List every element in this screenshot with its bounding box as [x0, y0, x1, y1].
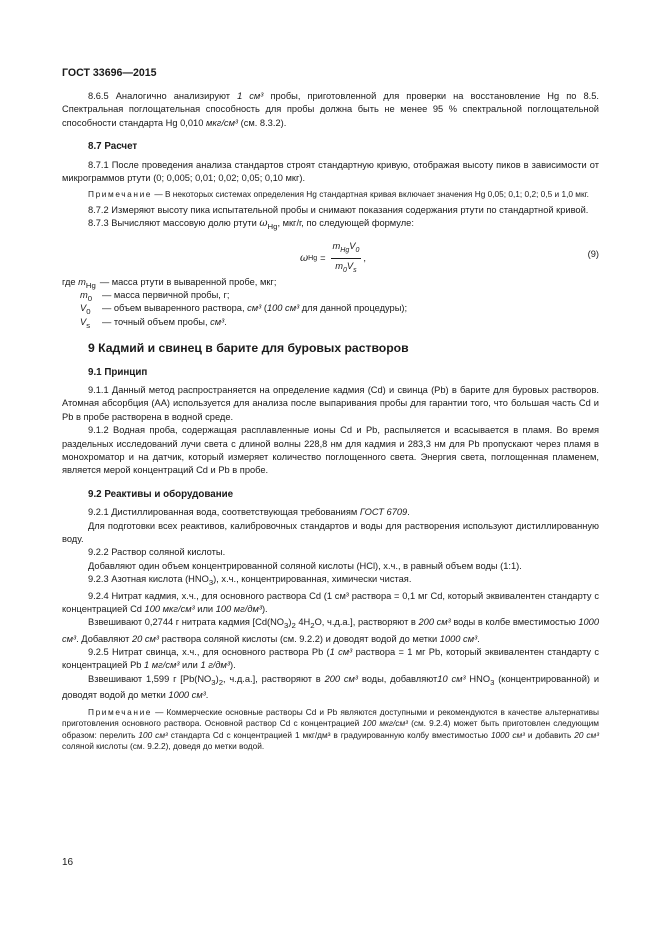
- formula-numerator: $m_{Hg}V_0$: [331, 240, 362, 259]
- note-label: Примечание: [88, 706, 153, 717]
- heading-9-2: 9.2 Реактивы и оборудование: [88, 488, 234, 500]
- definition-row: $m_0$ — масса первичной пробы, г;: [80, 290, 230, 303]
- paragraph-9-2-4: 9.2.4 Нитрат кадмия, х.ч., для основного раствора Cd (1 см³ раствора = 0,1 мг Cd, который эквивалентен стандарту с концентрацией Cd 100 мкг/см³ или 100 мг/дм³).: [62, 590, 599, 614]
- definition-row: где $m_{Hg}$ — масса ртути в вываренной пробе, мкг;: [62, 276, 277, 290]
- formula-body: ω Hg = $\frac{m_{Hg}V_0}{m_0V_s}$ ,: [300, 240, 366, 278]
- paragraph-8-7-3: 8.7.3 Вычисляют массовую долю ртути $\omega_{Hg}$, мкг/г, по следующей формуле:: [88, 218, 414, 232]
- paragraph-9-2-5-b: Взвешивают 1,599 г [$Pb(NO_3)_2$, ч.д.а.], растворяют в 200 см³ воды, добавляют10 см³ $HNO_3$ (концентрированной) и доводят водой до метки 1000 см³.: [62, 673, 600, 701]
- formula-definitions: [62, 276, 599, 330]
- paragraph-9-2-1-b: Для подготовки всех реактивов, калибровочных стандартов и воды для растворения используют дистиллированную воду.: [62, 520, 599, 545]
- paragraph-9-2-2: 9.2.2 Раствор соляной кислоты.: [88, 547, 226, 558]
- heading-section-9: 9 Кадмий и свинец в барите для буровых растворов: [88, 341, 409, 356]
- note-8-7-1: Примечание — В некоторых системах определения Hg стандартная кривая включает значения Hg 0,05; 0,1; 0,2; 0,5 и 1,0 мкг.: [88, 189, 589, 200]
- formula-fraction: [331, 240, 362, 278]
- paragraph-9-2-3: 9.2.3 Азотная кислота $(HNO_3)$, х.ч., концентрированная, химически чистая.: [88, 574, 412, 588]
- page-number: 16: [62, 857, 74, 868]
- heading-8-7: 8.7 Расчет: [88, 141, 138, 153]
- formula-number: (9): [587, 248, 599, 259]
- document-code-header: ГОСТ 33696—2015: [62, 67, 157, 79]
- heading-9-1: 9.1 Принцип: [88, 366, 148, 378]
- definition-row: $V_0$ — объем вываренного раствора, см³ (100 см³ для данной процедуры);: [80, 303, 408, 317]
- note-9-2-5: Примечание — Коммерческие основные растворы Cd и Pb являются доступными и рекомендуются в качестве альтернативы приготовления основного раствора. Основной раствор Cd с концентрацией 100 мкг/см³ (см. 9.2.4) может быть приготовлен следующим образом: перелить 100 см³ стандарта Cd с концентрацией 1 мкг/дм³ в градуированную колбу вместимостью 1000 см³ и добавить 20 см³ соляной кислоты (см. 9.2.2), доведя до метки водой.: [62, 706, 599, 751]
- paragraph-9-2-4-b: Взвешивают 0,2744 г нитрата кадмия [$Cd(NO_3)_2$ $4H_2O$, ч.д.а.], растворяют в 200 см³ воды в колбе вместимостью 1000 см³. Добавляют 20 см³ раствора соляной кислоты (см. 9.2.2) и доводят водой до метки 1000 см³.: [62, 617, 599, 644]
- paragraph-9-1-2: 9.1.2 Водная проба, содержащая расплавленные ионы Cd и Pb, распыляется и всасывается в пламя. Во время раздельных исследований лучи света с длиной волны 228,8 нм для кадмия и 283,3 нм для Pb пропускают через пламя в монохроматор и на датчик, который измеряет количество поглощенного света. Энергия света, поглощенная пламенем, является мерой концентраций Cd и Pb в пробе.: [62, 425, 599, 476]
- paragraph-8-7-2: 8.7.2 Измеряют высоту пика испытательной пробы и снимают показания содержания ртути по стандартной кривой.: [88, 204, 589, 215]
- formula-denominator: $m_0V_s$: [335, 260, 357, 274]
- paragraph-9-2-1: 9.2.1 Дистиллированная вода, соответствующая требованиям ГОСТ 6709.: [88, 507, 410, 518]
- note-label: Примечание: [88, 189, 153, 200]
- paragraph-8-7-1: 8.7.1 После проведения анализа стандартов строят стандартную кривую, отображая высоту пиков в зависимости от микрограммов ртути (0; 0,005; 0,01; 0,02; 0,05; 0,10 мкг).: [62, 159, 599, 184]
- formula-9: [62, 238, 599, 274]
- paragraph-9-2-2-b: Добавляют один объем концентрированной соляной кислоты (HCl), х.ч., в равный объем воды (1:1).: [88, 560, 522, 571]
- paragraph-9-1-1: 9.1.1 Данный метод распространяется на определение кадмия (Cd) и свинца (Pb) в барите для буровых растворов. Атомная абсорбция (АА) используется для анализа после выпаривания пробы для гарантии того, что большая часть Cd и Pb в пробе растворена в водной среде.: [62, 384, 599, 422]
- definition-row: $V_s$ — точный объем пробы, см³.: [80, 316, 227, 330]
- paragraph-9-2-5: 9.2.5 Нитрат свинца, х.ч., для основного раствора Pb (1 см³ раствора = 1 мг Pb, который эквивалентен стандарту с концентрацией Pb 1 мг/см³ или 1 г/дм³).: [62, 647, 599, 671]
- paragraph-8-6-5: 8.6.5 Аналогично анализируют 1 см³ пробы, приготовленной для проверки на восстановление Hg по 8.5. Спектральная поглощательная способность для пробы должна быть не менее 95 % спектральной поглощательной способности стандарта Hg 0,010 мкг/см³ (см. 8.3.2).: [62, 91, 599, 128]
- page-content: [62, 90, 599, 756]
